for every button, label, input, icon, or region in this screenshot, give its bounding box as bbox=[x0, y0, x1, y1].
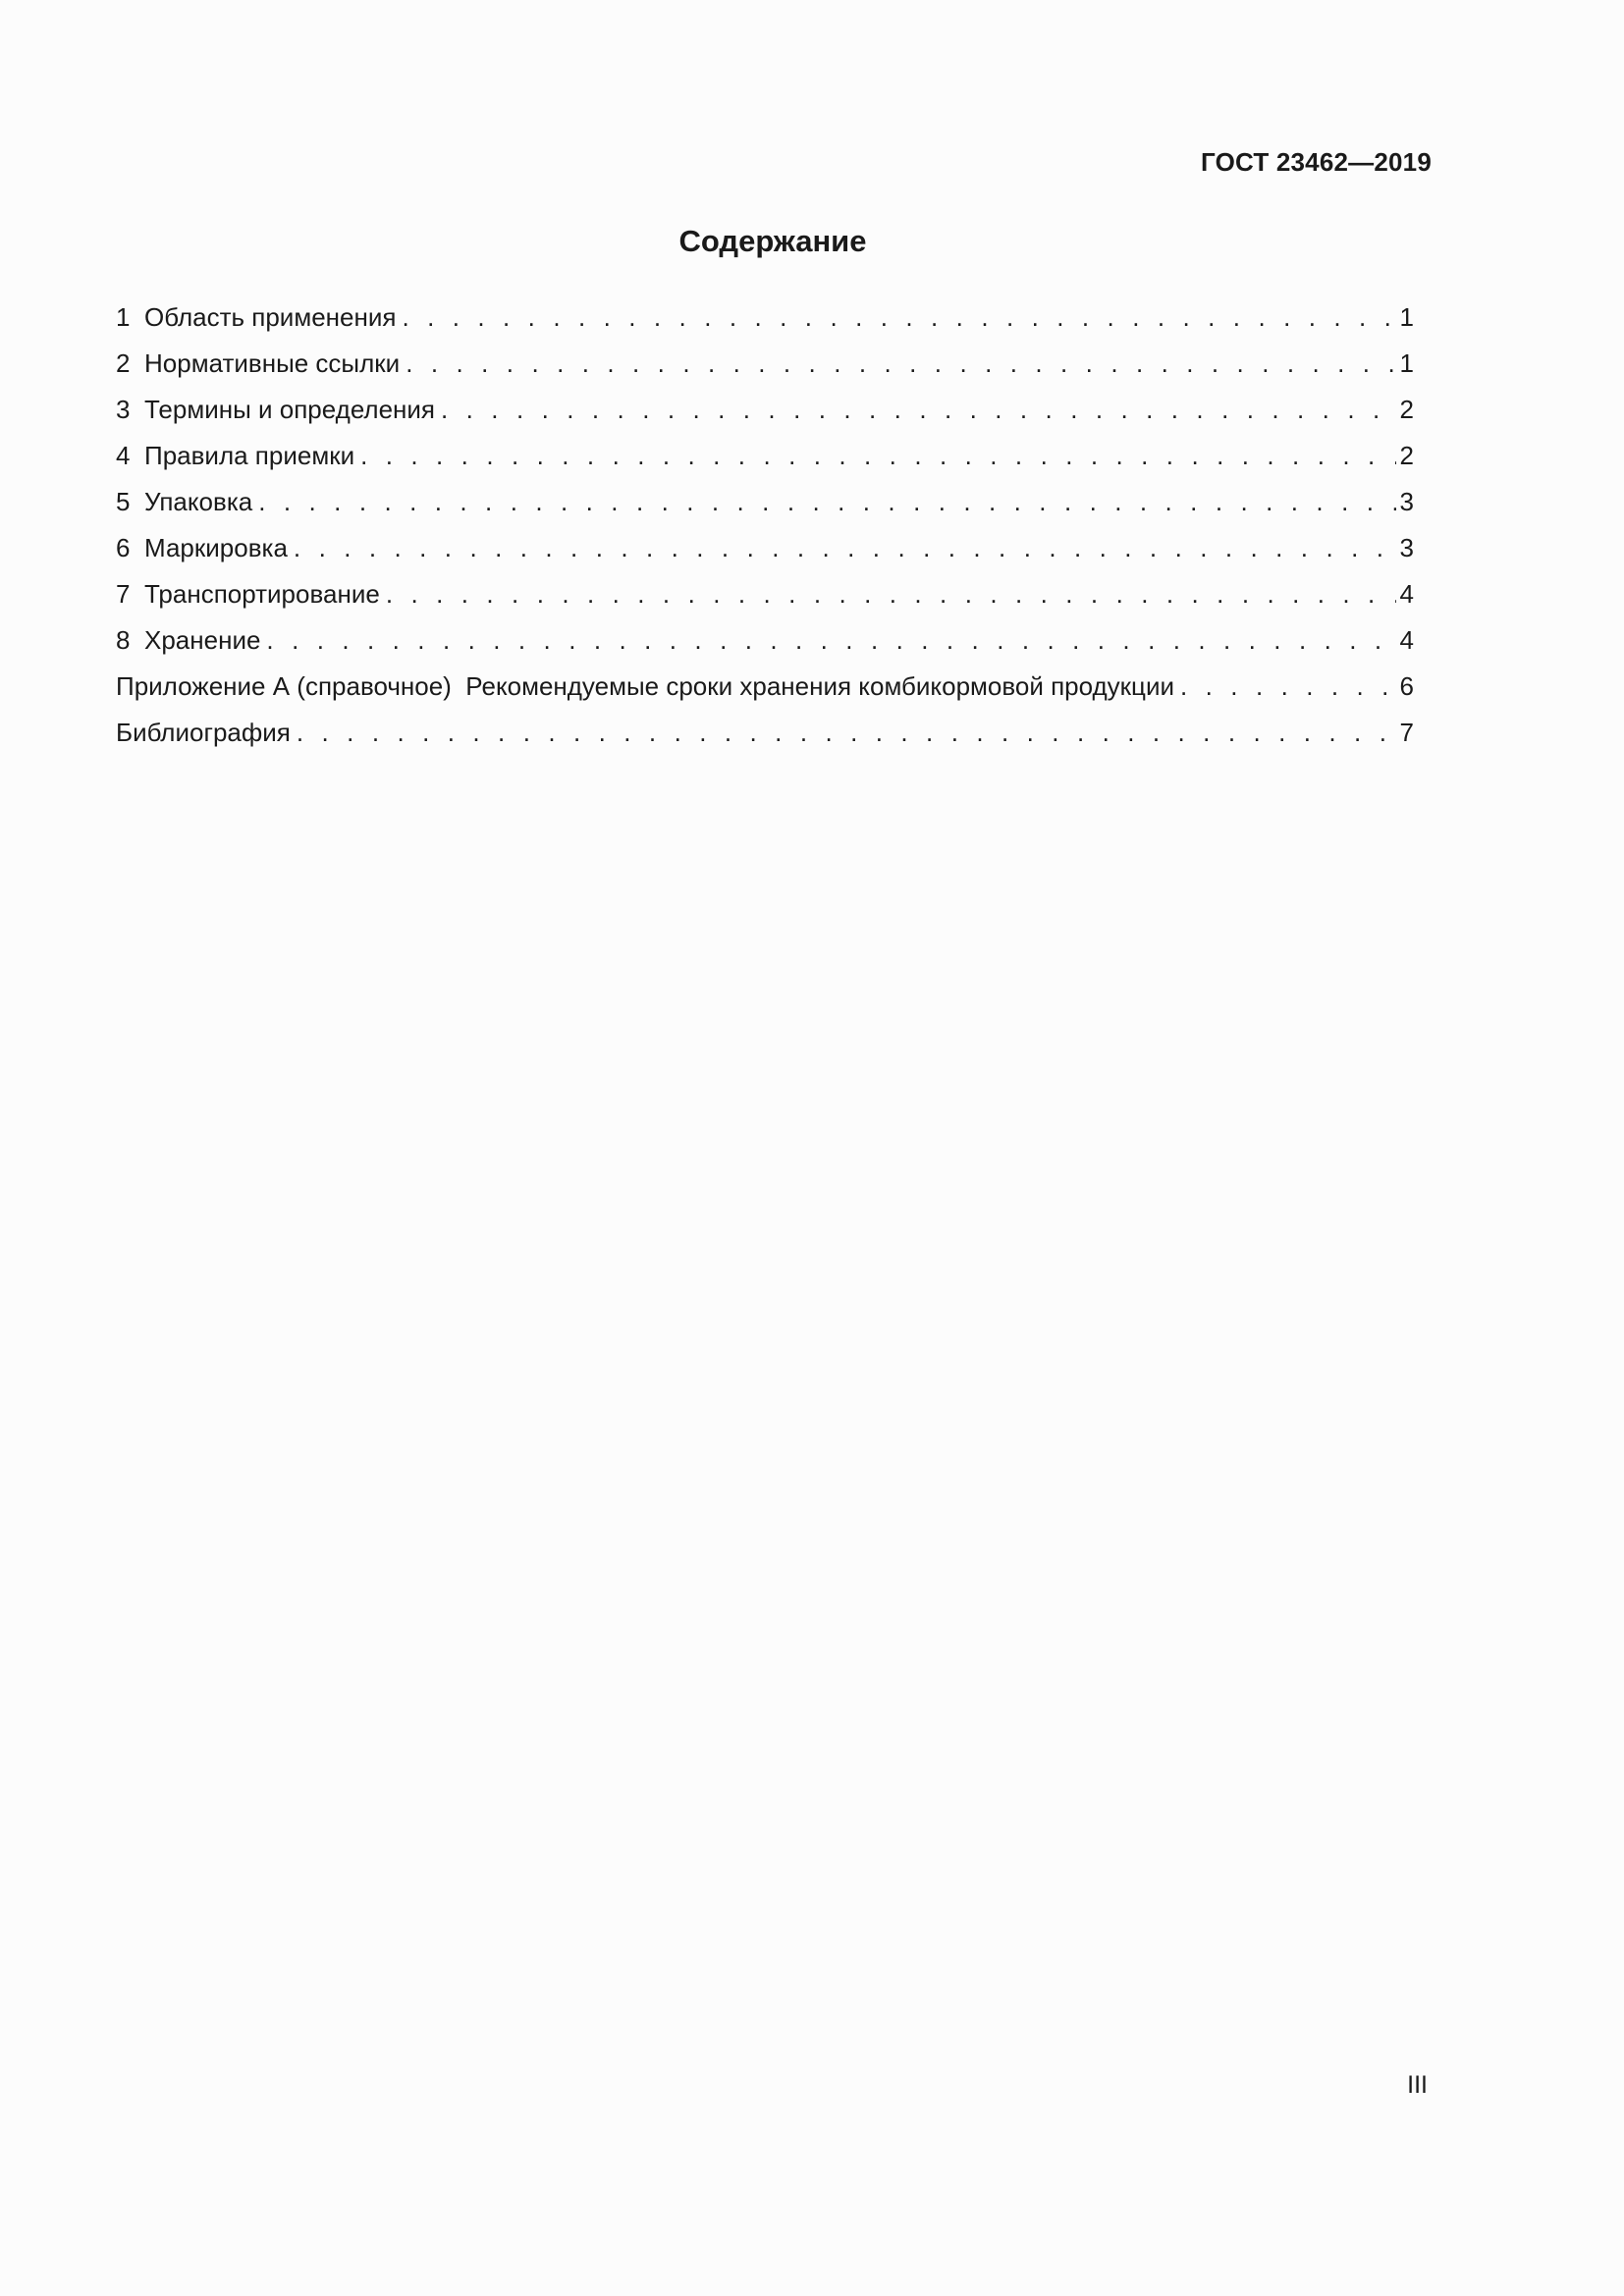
toc-item-page: 3 bbox=[1399, 533, 1414, 562]
toc-item-page: 6 bbox=[1399, 671, 1414, 701]
toc-leader-dots bbox=[1180, 668, 1396, 704]
toc-item-label: Область применения bbox=[144, 302, 397, 332]
toc-item-label: Приложение А (справочное) Рекомендуемые сроки хранения комбикормовой продукции bbox=[116, 671, 1174, 701]
toc-item-number: 4 bbox=[116, 441, 131, 470]
toc-item-acceptance-rules[interactable] bbox=[116, 438, 1414, 484]
toc-item-label: Хранение bbox=[144, 625, 261, 655]
toc-item-number: 1 bbox=[116, 302, 131, 332]
toc-leader-dots bbox=[297, 715, 1396, 750]
toc-leader-dots bbox=[266, 622, 1395, 658]
toc-item-appendix-a[interactable] bbox=[116, 668, 1414, 715]
toc-item-label: Библиография bbox=[116, 718, 291, 747]
toc-leader-dots bbox=[441, 392, 1396, 427]
toc-item-number: 5 bbox=[116, 487, 131, 516]
toc-item-page: 1 bbox=[1399, 348, 1414, 378]
toc-item-terms-definitions[interactable] bbox=[116, 392, 1414, 438]
toc-leader-dots bbox=[294, 530, 1396, 565]
toc-item-marking[interactable] bbox=[116, 530, 1414, 576]
toc-item-page: 7 bbox=[1399, 718, 1414, 747]
toc-item-label: Термины и определения bbox=[144, 395, 436, 424]
page-number: III bbox=[1407, 2071, 1428, 2099]
document-code: ГОСТ 23462—2019 bbox=[1201, 147, 1432, 177]
toc-item-bibliography[interactable] bbox=[116, 715, 1414, 761]
toc-item-page: 4 bbox=[1399, 625, 1414, 655]
toc-item-page: 1 bbox=[1399, 302, 1414, 332]
toc-item-page: 2 bbox=[1399, 441, 1414, 470]
toc-item-page: 3 bbox=[1399, 487, 1414, 516]
toc-item-normative-references[interactable] bbox=[116, 346, 1414, 392]
toc-leader-dots bbox=[406, 346, 1395, 381]
toc-item-label: Транспортирование bbox=[144, 579, 380, 609]
toc-leader-dots bbox=[258, 484, 1395, 519]
toc-item-page: 4 bbox=[1399, 579, 1414, 609]
toc-item-transportation[interactable] bbox=[116, 576, 1414, 622]
toc-item-number: 7 bbox=[116, 579, 131, 609]
toc-item-label: Маркировка bbox=[144, 533, 288, 562]
toc-item-number: 3 bbox=[116, 395, 131, 424]
toc-leader-dots bbox=[360, 438, 1395, 473]
toc-item-number: 2 bbox=[116, 348, 131, 378]
toc-item-label: Правила приемки bbox=[144, 441, 355, 470]
toc-leader-dots bbox=[402, 299, 1395, 335]
toc-title: Содержание bbox=[678, 224, 867, 258]
toc-item-storage[interactable] bbox=[116, 622, 1414, 668]
toc-leader-dots bbox=[386, 576, 1396, 612]
toc-item-label: Нормативные ссылки bbox=[144, 348, 401, 378]
toc-item-scope[interactable] bbox=[116, 299, 1414, 346]
toc-item-packaging[interactable] bbox=[116, 484, 1414, 530]
table-of-contents bbox=[116, 299, 1414, 761]
toc-item-number: 6 bbox=[116, 533, 131, 562]
toc-item-number: 8 bbox=[116, 625, 131, 655]
toc-item-page: 2 bbox=[1399, 395, 1414, 424]
toc-item-label: Упаковка bbox=[144, 487, 253, 516]
